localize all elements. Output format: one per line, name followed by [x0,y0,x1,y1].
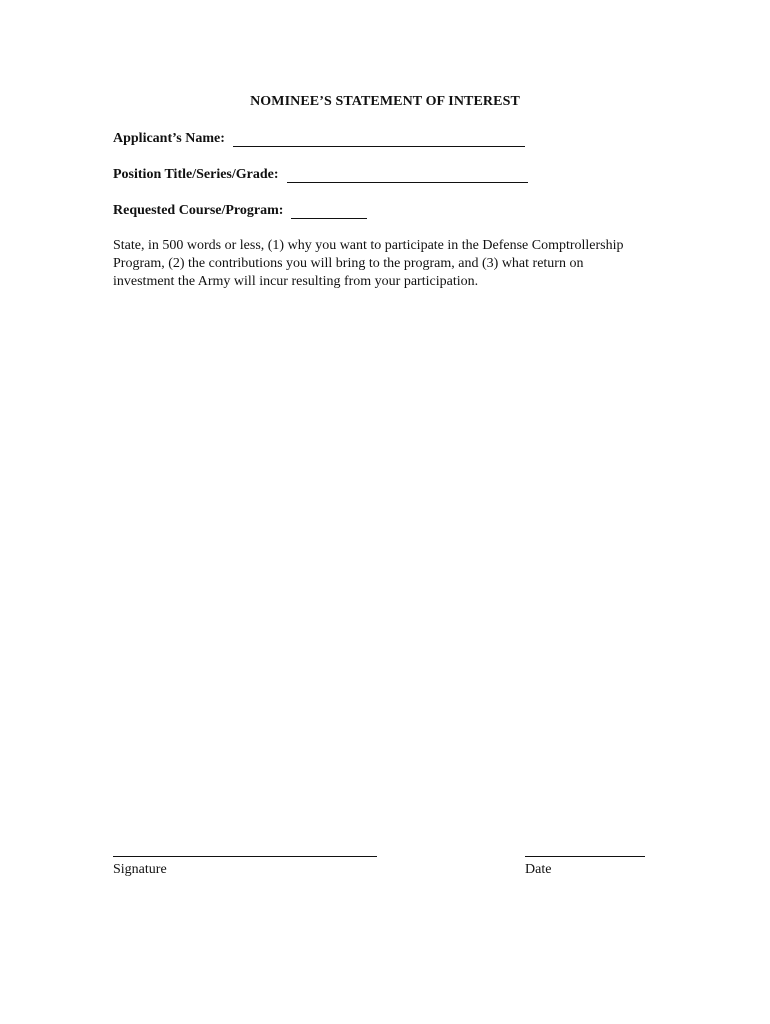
date-line[interactable] [525,856,645,857]
position-row [113,166,528,183]
date-label: Date [525,862,552,877]
page-title: NOMINEE’S STATEMENT OF INTEREST [250,94,520,109]
statement-response-area[interactable] [113,300,645,840]
signature-label: Signature [113,862,167,877]
course-field[interactable] [291,205,367,219]
applicant-name-field[interactable] [233,133,525,147]
applicant-name-row [113,130,525,147]
applicant-name-label: Applicant’s Name: [113,131,225,146]
position-field[interactable] [287,169,528,183]
course-row [113,202,367,219]
signature-line[interactable] [113,856,377,857]
position-label: Position Title/Series/Grade: [113,167,279,182]
course-label: Requested Course/Program: [113,203,284,218]
instructions-text: State, in 500 words or less, (1) why you want to participate in the Defense Comptrollership Program, (2) the contributions you will bring to the program, and (3) what return on investment the Army will incur resulting from your participation. [113,238,624,289]
